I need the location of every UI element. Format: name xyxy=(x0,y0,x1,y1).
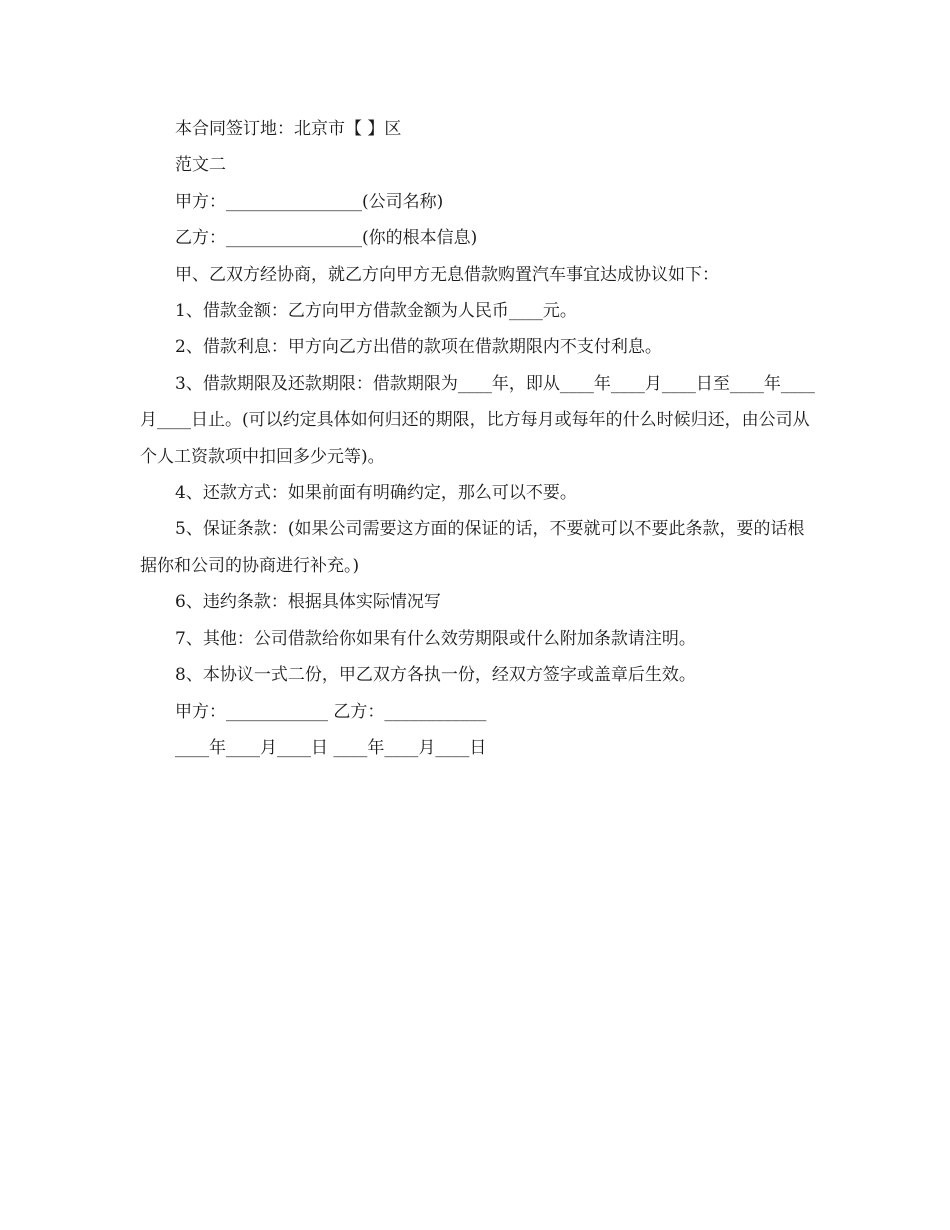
clause-8-copies: 8、本协议一式二份，甲乙双方各执一份，经双方签字或盖章后生效。 xyxy=(175,665,696,686)
signing-location: 本合同签订地：北京市【 】区 xyxy=(175,119,402,139)
clause-2-interest: 2、借款利息：甲方向乙方出借的款项在借款期限内不支付利息。 xyxy=(175,337,662,358)
signature-line: 甲方：____________ 乙方：____________ xyxy=(175,701,487,722)
agreement-intro: 甲、乙双方经协商，就乙方向甲方无息借款购置汽车事宜达成协议如下： xyxy=(175,264,719,285)
clause-5-guarantee: 5、保证条款：(如果公司需要这方面的保证的话，不要就可以不要此条款，要的话根据你和公司的协商进行补充。) xyxy=(140,519,805,576)
section-title: 范文二 xyxy=(175,155,226,176)
clause-7-other: 7、其他：公司借款给你如果有什么效劳期限或什么附加条款请注明。 xyxy=(175,628,696,649)
date-line: ____年____月____日 ____年____月____日 xyxy=(175,737,487,758)
party-a-line: 甲方：________________(公司名称) xyxy=(175,191,444,212)
party-b-line: 乙方：________________(你的根本信息) xyxy=(175,228,478,249)
clause-3-term: 3、借款期限及还款期限：借款期限为____年，即从____年____月____日至____年____月____日止。(可以约定具体如何归还的期限，比方每月或每年的什么时候归还，由公司从个人工资款项中扣回多少元等)。 xyxy=(140,373,815,467)
document-body xyxy=(140,111,815,766)
clause-1-amount: 1、借款金额：乙方向甲方借款金额为人民币____元。 xyxy=(175,301,577,322)
clause-4-repayment: 4、还款方式：如果前面有明确约定，那么可以不要。 xyxy=(175,483,577,504)
clause-6-breach: 6、违约条款：根据具体实际情况写 xyxy=(175,592,441,613)
